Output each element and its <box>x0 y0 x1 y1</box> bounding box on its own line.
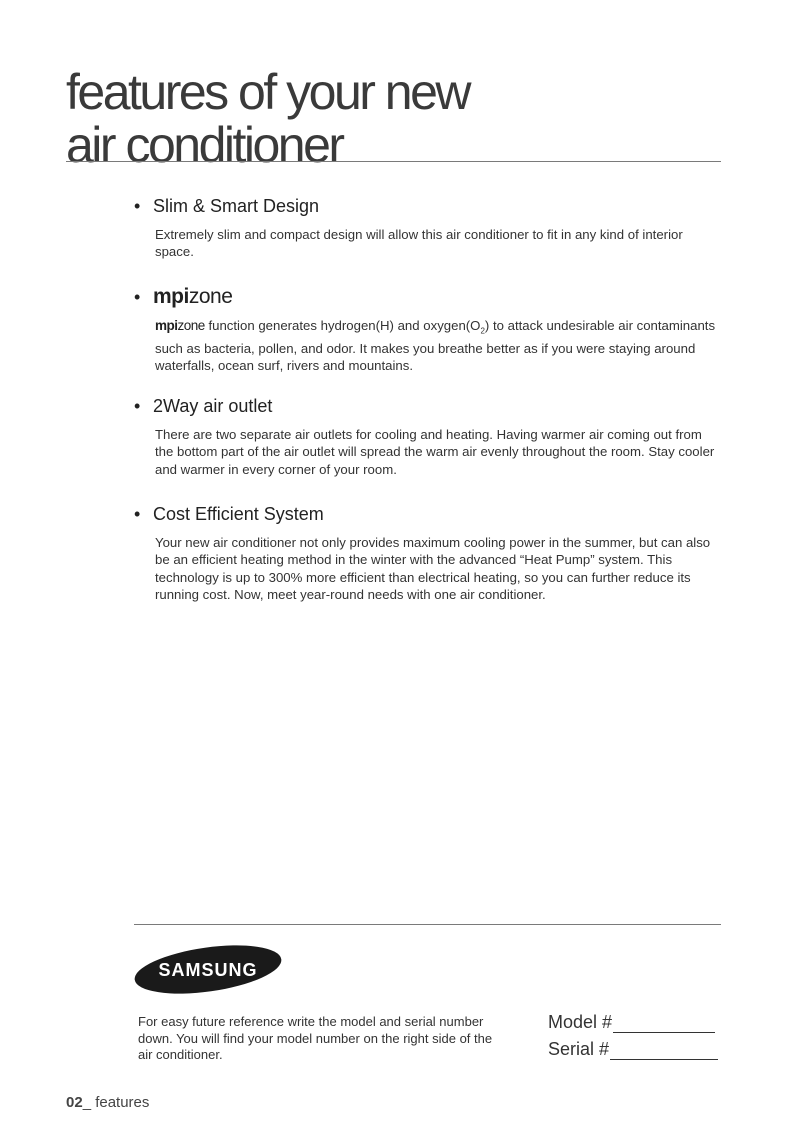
model-number-field <box>548 1012 715 1033</box>
samsung-logo <box>134 943 282 996</box>
feature-2way-air-outlet <box>134 393 724 478</box>
bullet-icon: • <box>134 195 141 216</box>
page-title-line-2: air conditioner <box>66 117 343 173</box>
feature-mpizone <box>134 284 724 375</box>
bullet-icon: • <box>134 395 141 416</box>
feature-title: 2Way air outlet <box>153 396 273 416</box>
page-footer <box>66 1094 149 1111</box>
serial-label: Serial # <box>548 1039 610 1059</box>
bullet-icon: • <box>134 503 141 524</box>
bullet-icon: • <box>134 286 141 307</box>
mpizone-logo-inline: mpizone <box>155 318 205 333</box>
model-blank-line <box>613 1014 715 1033</box>
feature-cost-efficient-system <box>134 501 724 604</box>
feature-title: Slim & Smart Design <box>153 196 320 216</box>
footer-note: For easy future reference write the model and serial number down. You will find your model number on the right side of the air conditioner. <box>138 1014 493 1062</box>
feature-description: There are two separate air outlets for cooling and heating. Having warmer air coming out from the bottom part of the air outlet will spread the warm air evenly throughout the room. Stay cooler and warmer in every corner of your room. <box>155 427 715 477</box>
feature-description: Your new air conditioner not only provides maximum cooling power in the summer, but can also be an efficient heating method in the winter with the advanced “Heat Pump” system. This technology is up to 300% more efficient than electrical heating, so you can further reduce its running cost. Now, meet year-round needs with one air conditioner. <box>155 535 711 603</box>
page-title-line-1: features of your new <box>66 64 470 120</box>
feature-title: Cost Efficient System <box>153 504 324 524</box>
footer-divider <box>134 924 721 925</box>
serial-blank-line <box>610 1041 718 1060</box>
brand-text: SAMSUNG <box>158 960 258 980</box>
page-number: 02 <box>66 1094 83 1111</box>
feature-description: Extremely slim and compact design will allow this air conditioner to fit in any kind of interior space. <box>155 227 683 260</box>
feature-description: mpizone function generates hydrogen(H) and $oxygen(O_2)$ to attack undesirable air contaminants such as bacteria, pollen, and odor. It makes you breathe better as if you were staying around waterfalls, ocean surf, rivers and mountains. <box>155 318 716 374</box>
mpizone-logo: mpizone <box>153 285 233 308</box>
serial-number-field <box>548 1039 718 1060</box>
page-section: _ features <box>82 1094 150 1111</box>
model-label: Model # <box>548 1012 613 1032</box>
title-divider <box>66 161 721 162</box>
feature-slim-smart-design <box>134 193 724 261</box>
